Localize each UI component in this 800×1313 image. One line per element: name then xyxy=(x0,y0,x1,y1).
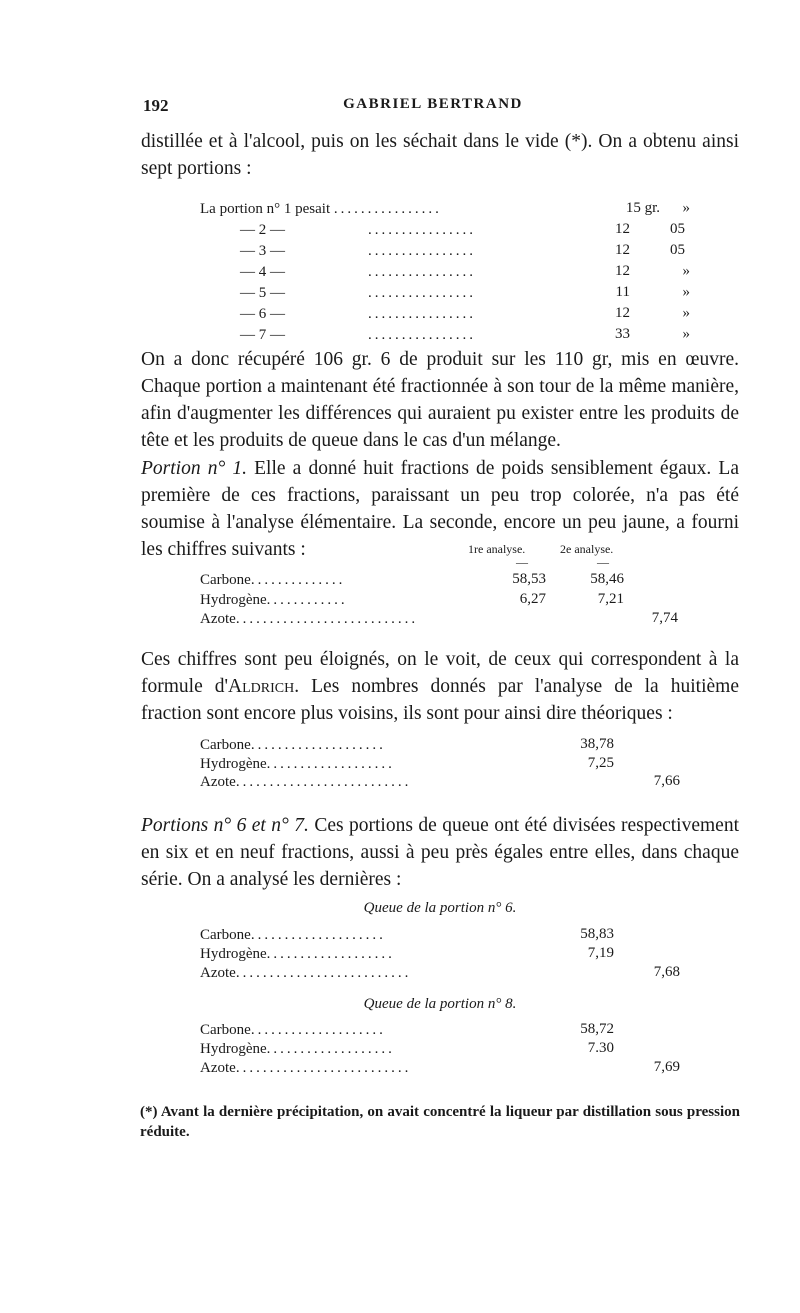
table-row xyxy=(200,1021,386,1039)
leader-dots: ................... xyxy=(266,756,395,772)
analysis-value: 7,74 xyxy=(651,610,678,626)
table-row xyxy=(200,610,418,628)
leader-dots: .......................... xyxy=(235,965,412,981)
analysis-value: 7,21 xyxy=(597,591,624,607)
portion-weight-fraction: » xyxy=(682,200,690,216)
paragraph-comparison xyxy=(141,646,739,727)
table-caption: Queue de la portion n° 8. xyxy=(363,996,517,1012)
running-head: GABRIEL BERTRAND xyxy=(343,96,523,112)
column-dash: — xyxy=(597,555,609,569)
table-row xyxy=(200,1059,411,1077)
portion-row xyxy=(240,284,476,302)
analysis-value: 7,66 xyxy=(653,773,680,789)
portion-row xyxy=(240,326,476,344)
leader-dots: .......................... xyxy=(235,1060,412,1076)
portion-row xyxy=(240,221,476,239)
portion-weight-fraction: 05 xyxy=(670,242,685,258)
leader-dots: ................ xyxy=(368,222,476,238)
leader-dots: .................... xyxy=(250,927,386,943)
table-row xyxy=(200,736,386,754)
paragraph-portions-6-7 xyxy=(141,812,739,893)
element-label: Hydrogène xyxy=(200,592,267,608)
leader-dots: ................ xyxy=(368,285,476,301)
portion-weight: 12 xyxy=(615,221,630,237)
table-row xyxy=(200,755,395,773)
table-row xyxy=(200,571,345,589)
analysis-value: 7,19 xyxy=(587,945,614,961)
table-4-caption-box xyxy=(200,996,680,1016)
paragraph-body: . Les nombres donnés par l'analyse de la huitième fraction sont encore plus voisins, ils sont pour ainsi dire théoriques : xyxy=(141,676,739,724)
element-label: Azote xyxy=(200,965,236,981)
paragraph-body: Ces portions de queue ont été divisées respectivement en six et en neuf fractions, aussi à peu près égales entre elles, dans chaque série. On a analysé les dernières : xyxy=(141,815,739,890)
paragraph-intro: distillée et à l'alcool, puis on les séchait dans le vide (*). On a obtenu ainsi sept portions : xyxy=(141,131,739,179)
analysis-value: 7,25 xyxy=(587,755,614,771)
table-row xyxy=(200,773,411,791)
leader-dots: ................ xyxy=(368,306,476,322)
element-label: Hydrogène xyxy=(200,756,267,772)
portion-weight-fraction: » xyxy=(682,284,690,300)
leader-dots: .......................... xyxy=(235,774,412,790)
portion-weight-fraction: » xyxy=(682,263,690,279)
table-row xyxy=(200,964,411,982)
element-label: Hydrogène xyxy=(200,1041,267,1057)
analysis-value: 6,27 xyxy=(519,591,546,607)
section-lead: Portions n° 6 et n° 7. xyxy=(141,815,309,836)
section-lead: Portion n° 1. xyxy=(141,458,248,479)
portion-weight-fraction: » xyxy=(682,326,690,342)
analysis-value: 58,46 xyxy=(590,571,624,587)
table-row xyxy=(200,945,395,963)
analysis-value: 38,78 xyxy=(580,736,614,752)
portion-weight: 12 xyxy=(615,242,630,258)
leader-dots: .................... xyxy=(250,737,386,753)
portion-weight: 12 xyxy=(615,305,630,321)
table-caption: Queue de la portion n° 6. xyxy=(363,900,517,916)
column-header: 1re analyse. xyxy=(468,542,526,556)
leader-dots: ................ xyxy=(333,201,442,217)
analysis-value: 58,53 xyxy=(512,571,546,587)
paragraph-body: Ces chiffres sont peu éloignés, on le voit, de ceux qui correspondent à la formule d' xyxy=(141,649,739,697)
analysis-value: 58,72 xyxy=(580,1021,614,1037)
table-3-caption-box xyxy=(200,900,680,920)
leader-dots: ............ xyxy=(266,592,348,608)
portion-label: — 5 — xyxy=(240,285,285,301)
leader-dots: ................ xyxy=(368,264,476,280)
leader-dots: ................... xyxy=(266,946,395,962)
portion-weight-fraction: » xyxy=(682,305,690,321)
analysis-value: 7,69 xyxy=(653,1059,680,1075)
portion-label: — 6 — xyxy=(240,306,285,322)
table-row xyxy=(200,591,348,609)
leader-dots: .................... xyxy=(250,1022,386,1038)
portion-row xyxy=(240,242,476,260)
portion-label: — 2 — xyxy=(240,222,285,238)
table-row xyxy=(200,1040,395,1058)
portion-weight: 15 gr. xyxy=(625,200,660,216)
portion-weight-fraction: 05 xyxy=(670,221,685,237)
portion-row xyxy=(240,263,476,281)
portion-row xyxy=(200,200,442,218)
element-label: Carbone xyxy=(200,572,251,588)
leader-dots: .............. xyxy=(250,572,346,588)
table-row xyxy=(200,926,386,944)
element-label: Hydrogène xyxy=(200,946,267,962)
leader-dots: ................... xyxy=(266,1041,395,1057)
portion-weight: 11 xyxy=(615,284,630,300)
paragraph-portion-1 xyxy=(141,455,739,563)
column-dash: — xyxy=(516,555,528,569)
leader-dots: ................ xyxy=(368,327,476,343)
footnote: (*) Avant la dernière précipitation, on avait concentré la liqueur par distillation sous pression réduite. xyxy=(140,1104,740,1140)
portion-weight: 12 xyxy=(615,263,630,279)
portion-label: — 3 — xyxy=(240,243,285,259)
leader-dots: ........................... xyxy=(235,611,419,627)
element-label: Azote xyxy=(200,1060,236,1076)
leader-dots: ................ xyxy=(368,243,476,259)
portion-label: — 4 — xyxy=(240,264,285,280)
page-number: 192 xyxy=(143,96,169,115)
paragraph-recovery: On a donc récupéré 106 gr. 6 de produit sur les 110 gr, mis en œuvre. Chaque portion a maintenant été fractionnée à son tour de la même manière, afin d'augmenter les différences qui auraient pu exister entre les produits de tête et les produits de queue dans le cas d'un mélange. xyxy=(141,349,739,451)
element-label: Carbone xyxy=(200,1022,251,1038)
portion-label: — 7 — xyxy=(240,327,285,343)
analysis-value: 58,83 xyxy=(580,926,614,942)
element-label: Carbone xyxy=(200,737,251,753)
analysis-value: 7,68 xyxy=(653,964,680,980)
portion-label: La portion n° 1 pesait xyxy=(200,201,331,217)
analysis-value: 7.30 xyxy=(587,1040,614,1056)
element-label: Azote xyxy=(200,611,236,627)
element-label: Carbone xyxy=(200,927,251,943)
author-name: Aldrich xyxy=(228,676,295,697)
portion-row xyxy=(240,305,476,323)
element-label: Azote xyxy=(200,774,236,790)
paragraph-body: Elle a donné huit fractions de poids sensiblement égaux. La première de ces fractions, paraissant un peu trop colorée, n'a pas été soumise à l'analyse élémentaire. La seconde, encore un peu jaune, a fourni les chiffres suivants : xyxy=(141,458,739,560)
portion-weight: 33 xyxy=(615,326,630,342)
page-header xyxy=(143,96,723,120)
column-header: 2e analyse. xyxy=(560,542,614,556)
